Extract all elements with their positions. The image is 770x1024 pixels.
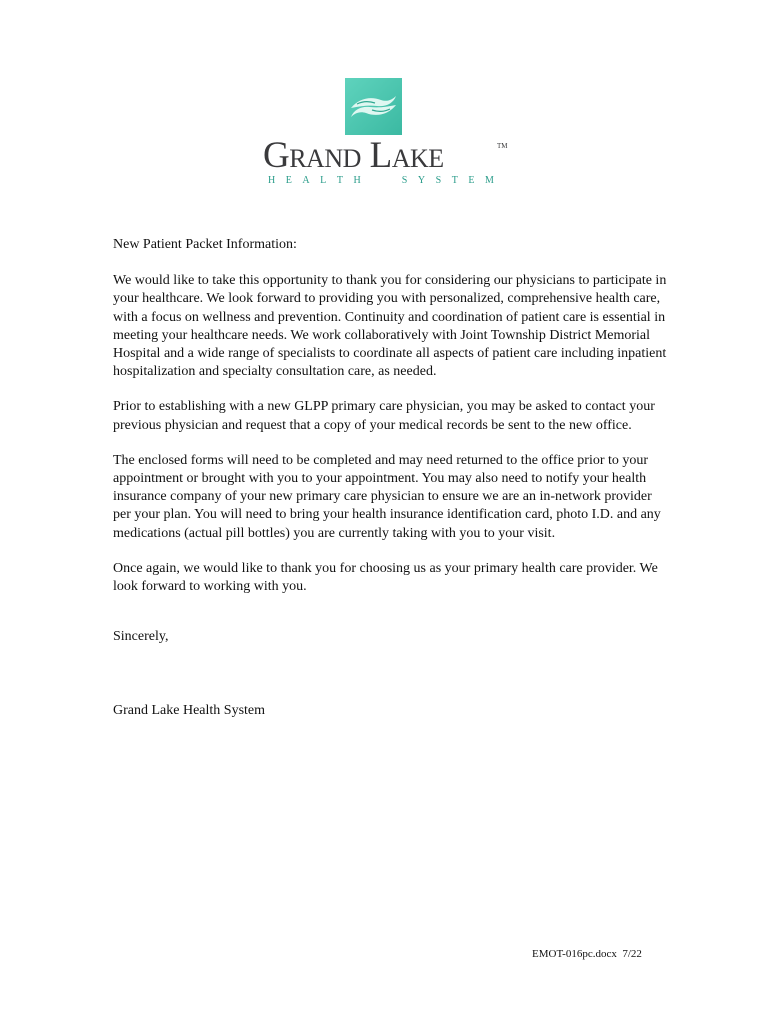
document-code: EMOT-016pc.docx 7/22 [532, 948, 642, 960]
tagline-letter: M [484, 175, 494, 186]
tagline-letter: H [268, 175, 276, 186]
tagline-letter: L [320, 175, 327, 186]
logo-name-text: Grand Lake [263, 135, 444, 176]
tagline-letter: E [468, 175, 475, 186]
letter-signature: Grand Lake Health System [113, 703, 266, 719]
trademark-mark: TM [497, 142, 508, 150]
grand-lake-logo [263, 78, 513, 190]
logo-wordmark [263, 135, 508, 176]
tagline-letter: A [302, 175, 310, 186]
letter-closing: Sincerely, [113, 629, 169, 645]
letter-paragraph-intro: We would like to take this opportunity to thank you for considering our physicians to participate in your healthcare. We look forward to providing you with personalized, comprehensive health care, with a focus on wellness and prevention. Continuity and coordination of patient care is essential in meeting your healthcare needs. We work collaboratively with Joint Township District Memorial Hospital and a wide range of specialists to coordinate all aspects of patient care including inpatient hospitalization and specialty consultation care, as needed. [113, 273, 667, 380]
tagline-spacer [371, 175, 391, 187]
tagline-letter: H [353, 175, 361, 186]
tagline-letter: E [285, 175, 292, 186]
letter-paragraph-thanks: Once again, we would like to thank you for choosing us as your primary health care provider. We look forward to working with you. [113, 560, 658, 595]
tagline-letter: S [435, 175, 442, 186]
tagline-letter: T [451, 175, 458, 186]
tagline-letter: S [401, 175, 408, 186]
tagline-letter: Y [417, 175, 426, 186]
tagline-letter: T [336, 175, 343, 186]
logo-tagline [268, 175, 494, 187]
letter-body [113, 236, 668, 721]
letter-paragraph-records: Prior to establishing with a new GLPP primary care physician, you may be asked to contact your previous physician and request that a copy of your medical records be sent to the new office. [113, 399, 655, 433]
letter-heading: New Patient Packet Information: [113, 237, 297, 252]
letter-paragraph-forms: The enclosed forms will need to be completed and may need returned to the office prior to your appointment or brought with you to your appointment. You may also need to notify your health insurance company of your new primary care physician to ensure we are an in-network provider per your plan. You will need to bring your health insurance identification card, photo I.D. and any medications (actual pill bottles) you are currently taking with you to your visit. [113, 452, 661, 541]
hands-logo-icon [345, 78, 402, 135]
